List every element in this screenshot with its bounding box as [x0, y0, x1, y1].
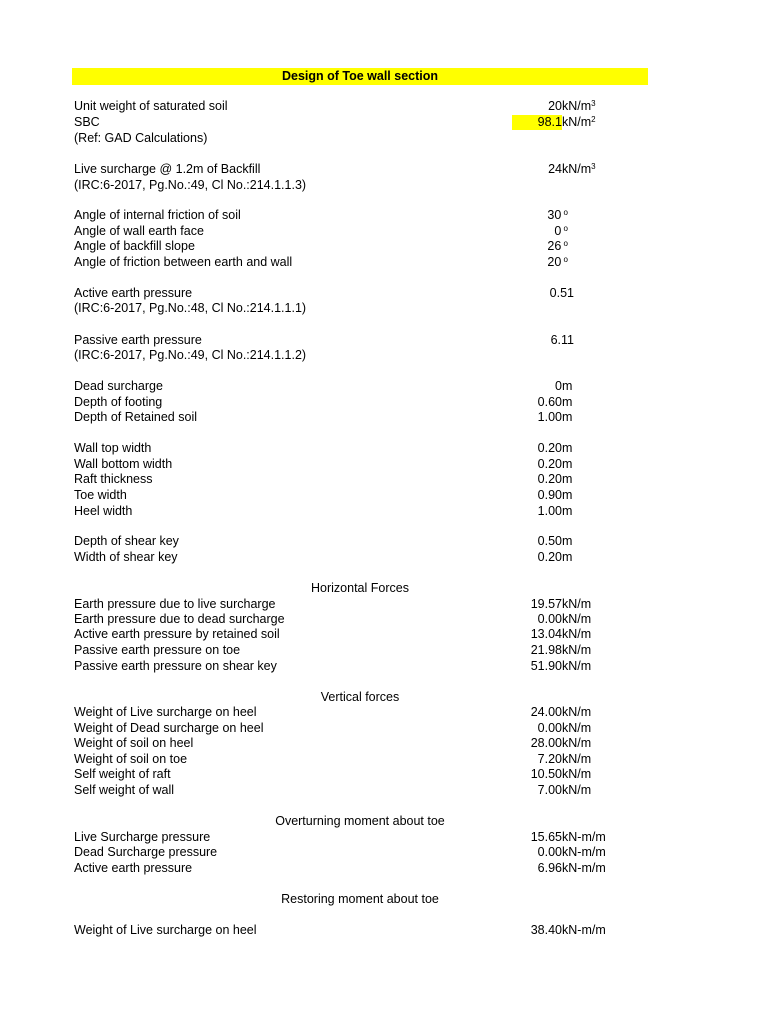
row-value: 0.00	[537, 612, 562, 626]
row-label: Live Surcharge pressure	[74, 830, 211, 844]
row-value: 0.20	[537, 441, 562, 455]
table-row	[74, 643, 634, 658]
table-row	[74, 488, 634, 503]
table-row	[74, 395, 634, 410]
row-unit: m	[562, 472, 573, 486]
row-label: SBC	[74, 115, 100, 129]
row-unit: m	[562, 550, 573, 564]
row-unit: kN/m	[562, 627, 592, 641]
section-heading: Overturning moment about toe	[275, 814, 445, 828]
row-unit: m	[562, 488, 573, 502]
row-unit: m	[562, 410, 573, 424]
table-row	[74, 379, 634, 394]
row-value: 20 $^o$	[547, 255, 568, 269]
table-row	[74, 783, 634, 798]
row-label: Dead Surcharge pressure	[74, 845, 218, 859]
row-value: 0.51	[549, 286, 574, 300]
table-row	[74, 162, 634, 177]
row-value: 24	[548, 162, 562, 176]
row-label: (IRC:6-2017, Pg.No.:49, Cl No.:214.1.1.3)	[74, 178, 307, 192]
table-row	[74, 923, 634, 938]
table-row	[74, 333, 634, 348]
table-row	[74, 627, 634, 642]
table-row	[74, 736, 634, 751]
row-value: 21.98	[530, 643, 562, 657]
row-unit: kN-m/m	[562, 830, 606, 844]
row-value: 6.11	[550, 333, 574, 347]
table-row	[74, 178, 634, 193]
table-row	[74, 301, 634, 316]
row-label: Angle of wall earth face	[74, 224, 204, 238]
row-label: Angle of friction between earth and wall	[74, 255, 293, 269]
table-row	[74, 597, 634, 612]
table-row	[74, 767, 634, 782]
table-row	[74, 504, 634, 519]
row-unit: kN-m/m	[562, 923, 606, 937]
table-row	[74, 861, 634, 876]
row-label: Unit weight of saturated soil	[74, 99, 228, 113]
table-row	[74, 239, 634, 254]
row-label: Weight of soil on heel	[74, 736, 194, 750]
row-label: Width of shear key	[74, 550, 178, 564]
row-unit: m	[562, 534, 573, 548]
row-unit: kN/m	[562, 783, 592, 797]
row-unit: m	[562, 441, 573, 455]
unit-superscript: 2	[591, 115, 596, 124]
row-label: Weight of soil on toe	[74, 752, 188, 766]
row-value: 0.60	[537, 395, 562, 409]
row-label: Depth of shear key	[74, 534, 179, 548]
section-heading: Vertical forces	[320, 690, 400, 704]
row-value: 0.20	[537, 550, 562, 564]
row-value: 98.1	[512, 115, 562, 130]
row-label: Passive earth pressure on shear key	[74, 659, 277, 673]
row-label: Toe width	[74, 488, 127, 502]
row-label: Wall top width	[74, 441, 152, 455]
row-unit: m	[562, 379, 573, 393]
table-row	[74, 410, 634, 425]
row-value: 24.00	[530, 705, 562, 719]
row-unit: kN/m	[562, 659, 592, 673]
row-value: 0.00	[537, 845, 562, 859]
sheet-title: Design of Toe wall section	[281, 69, 439, 83]
row-unit: m	[562, 395, 573, 409]
table-row	[74, 534, 634, 549]
row-unit: kN-m/m	[562, 861, 606, 875]
row-unit: $kN/m^3$	[562, 162, 596, 176]
row-unit: kN/m	[562, 612, 592, 626]
row-value: 1.00	[537, 504, 562, 518]
table-row	[74, 830, 634, 845]
table-row	[74, 115, 634, 130]
row-unit: kN/m	[562, 597, 592, 611]
row-value: 13.04	[530, 627, 562, 641]
row-label: Depth of footing	[74, 395, 163, 409]
row-unit: $kN/m^2$	[562, 115, 596, 129]
row-value: 10.50	[530, 767, 562, 781]
row-unit: m	[562, 457, 573, 471]
row-value: 15.65	[530, 830, 562, 844]
row-label: (IRC:6-2017, Pg.No.:48, Cl No.:214.1.1.1)	[74, 301, 307, 315]
table-row	[74, 348, 634, 363]
row-value: 19.57	[530, 597, 562, 611]
row-value: 0.00	[537, 721, 562, 735]
row-value: 0.90	[537, 488, 562, 502]
row-value: 0.20	[537, 472, 562, 486]
row-unit: m	[562, 504, 573, 518]
table-row	[74, 457, 634, 472]
row-unit: kN-m/m	[562, 845, 606, 859]
row-label: Wall bottom width	[74, 457, 173, 471]
row-label: Self weight of raft	[74, 767, 171, 781]
row-label: Passive earth pressure	[74, 333, 202, 347]
row-value: 0	[555, 379, 562, 393]
table-row	[74, 441, 634, 456]
row-value: 28.00	[530, 736, 562, 750]
row-unit: kN/m	[562, 752, 592, 766]
table-row	[74, 224, 634, 239]
degree-symbol: o	[561, 208, 568, 217]
row-label: Self weight of wall	[74, 783, 175, 797]
row-label: Dead surcharge	[74, 379, 163, 393]
row-value: 0 $^o$	[554, 224, 568, 238]
row-unit: kN/m	[562, 643, 592, 657]
row-label: Earth pressure due to live surcharge	[74, 597, 276, 611]
row-label: Active earth pressure by retained soil	[74, 627, 280, 641]
row-value: 51.90	[530, 659, 562, 673]
row-value: 30 $^o$	[547, 208, 568, 222]
table-row	[74, 612, 634, 627]
row-value: 0.50	[537, 534, 562, 548]
row-unit: $kN/m^3$	[562, 99, 596, 113]
table-row	[74, 255, 634, 270]
row-label: Passive earth pressure on toe	[74, 643, 241, 657]
row-label: Live surcharge @ 1.2m of Backfill	[74, 162, 261, 176]
unit-superscript: 3	[591, 99, 596, 108]
row-unit: kN/m	[562, 705, 592, 719]
row-label: Depth of Retained soil	[74, 410, 197, 424]
row-label: (Ref: GAD Calculations)	[74, 131, 208, 145]
row-value: 1.00	[537, 410, 562, 424]
row-unit: kN/m	[562, 721, 592, 735]
table-row	[74, 99, 634, 114]
table-row	[74, 472, 634, 487]
row-value: 20	[548, 99, 562, 113]
row-value: 38.40	[530, 923, 562, 937]
row-value: 7.00	[537, 783, 562, 797]
row-value: 0.20	[537, 457, 562, 471]
row-label: Earth pressure due to dead surcharge	[74, 612, 285, 626]
row-label: Weight of Live surcharge on heel	[74, 705, 257, 719]
row-label: Angle of internal friction of soil	[74, 208, 241, 222]
unit-superscript: 3	[591, 162, 596, 171]
degree-symbol: o	[561, 255, 568, 264]
table-row	[74, 752, 634, 767]
row-label: Weight of Live surcharge on heel	[74, 923, 257, 937]
row-label: Weight of Dead surcharge on heel	[74, 721, 264, 735]
row-value: 7.20	[537, 752, 562, 766]
degree-symbol: o	[561, 224, 568, 233]
degree-symbol: o	[561, 239, 568, 248]
section-heading: Restoring moment about toe	[281, 892, 439, 906]
table-row	[74, 550, 634, 565]
row-unit: kN/m	[562, 736, 592, 750]
row-value: 6.96	[537, 861, 562, 875]
table-row	[74, 131, 634, 146]
table-row	[74, 286, 634, 301]
row-label: (IRC:6-2017, Pg.No.:49, Cl No.:214.1.1.2)	[74, 348, 307, 362]
row-value: 26 $^o$	[547, 239, 568, 253]
table-row	[74, 659, 634, 674]
row-label: Angle of backfill slope	[74, 239, 195, 253]
row-label: Active earth pressure	[74, 286, 193, 300]
table-row	[74, 721, 634, 736]
row-label: Raft thickness	[74, 472, 153, 486]
row-label: Active earth pressure	[74, 861, 193, 875]
section-heading: Horizontal Forces	[311, 581, 409, 595]
table-row	[74, 208, 634, 223]
table-row	[74, 845, 634, 860]
table-row	[74, 705, 634, 720]
row-label: Heel width	[74, 504, 133, 518]
row-unit: kN/m	[562, 767, 592, 781]
